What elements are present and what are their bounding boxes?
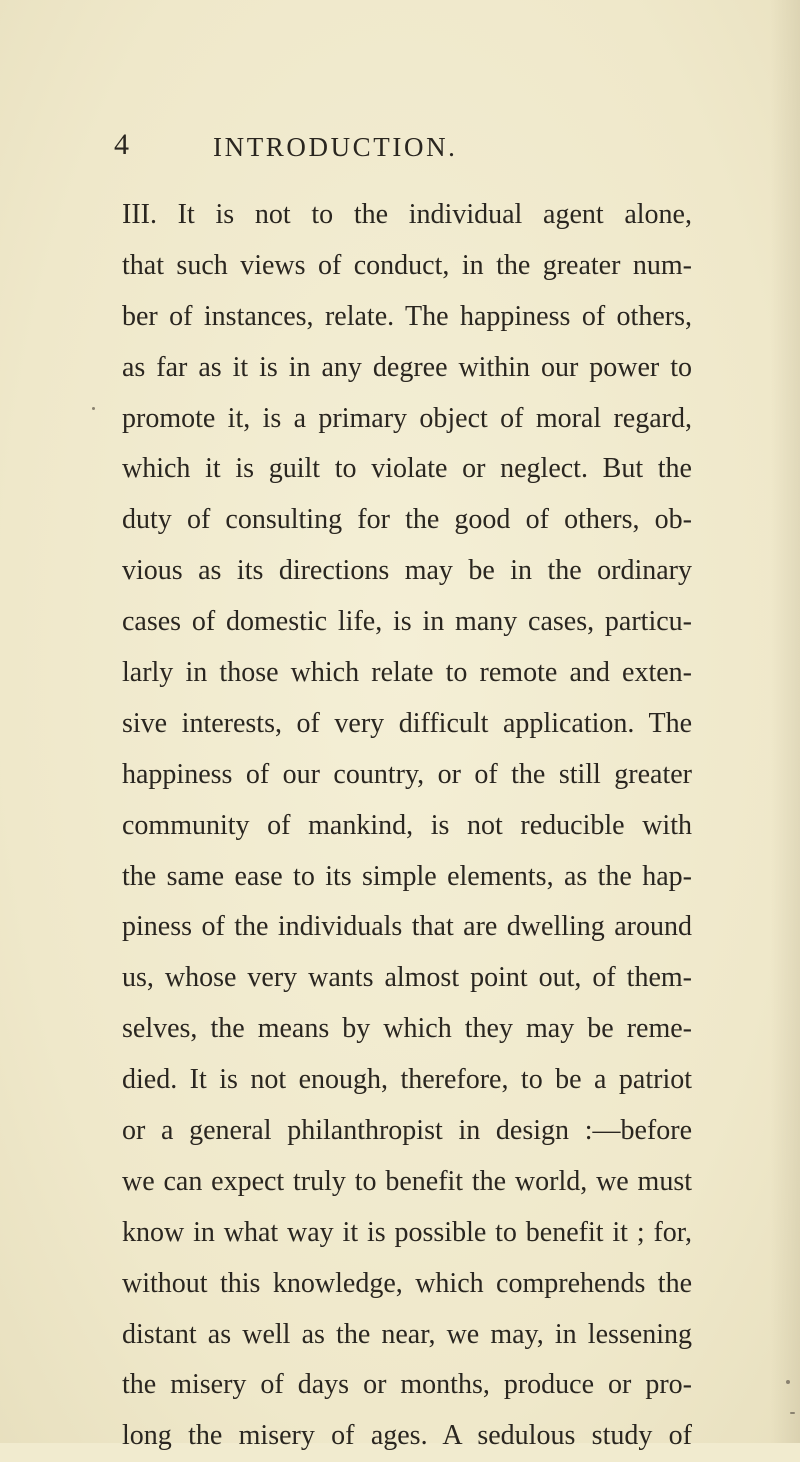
text-line: which it is guilt to violate or neglect. But the <box>122 453 692 485</box>
page-edge-shadow <box>770 0 800 1443</box>
text-line: piness of the individuals that are dwelling around <box>122 911 692 943</box>
text-line: promote it, is a primary object of moral regard, <box>122 402 692 434</box>
text-line: ber of instances, relate. The happiness of others, <box>122 300 692 332</box>
text-line: selves, the means by which they may be reme- <box>122 1013 692 1045</box>
paper-speck <box>790 1412 795 1414</box>
text-line: distant as well as the near, we may, in lessening <box>122 1318 692 1350</box>
page-number: 4 <box>114 128 129 161</box>
text-line: the misery of days or months, produce or pro- <box>122 1369 692 1401</box>
chapter-title: INTRODUCTION. <box>213 132 458 162</box>
running-head <box>0 130 800 170</box>
paper-speck <box>786 1380 790 1384</box>
text-line: duty of consulting for the good of others, ob- <box>122 504 692 536</box>
text-line: the same ease to its simple elements, as the hap- <box>122 860 692 892</box>
text-line: we can expect truly to benefit the world, we must <box>122 1165 692 1197</box>
text-line: as far as it is in any degree within our power to <box>122 351 692 383</box>
text-line: larly in those which relate to remote and exten- <box>122 657 692 689</box>
text-line: cases of domestic life, is in many cases, particu- <box>122 606 692 638</box>
paper-speck <box>92 407 95 410</box>
text-line: without this knowledge, which comprehends the <box>122 1267 692 1299</box>
text-line: community of mankind, is not reducible with <box>122 809 692 841</box>
text-line: died. It is not enough, therefore, to be a patriot <box>122 1064 692 1096</box>
text-line: know in what way it is possible to benefit it ; for, <box>122 1216 692 1248</box>
text-line: or a general philanthropist in design :—before <box>122 1115 692 1147</box>
body-paragraph <box>122 190 692 1462</box>
text-line: vious as its directions may be in the ordinary <box>122 555 692 587</box>
text-line: that such views of conduct, in the greater num- <box>122 249 692 281</box>
text-line: happiness of our country, or of the still greater <box>122 758 692 790</box>
text-line: III. It is not to the individual agent alone, <box>122 199 692 230</box>
text-line: long the misery of ages. A sedulous study of <box>122 1420 692 1452</box>
text-line: sive interests, of very difficult application. The <box>122 707 692 739</box>
text-line: us, whose very wants almost point out, of them- <box>122 962 692 994</box>
